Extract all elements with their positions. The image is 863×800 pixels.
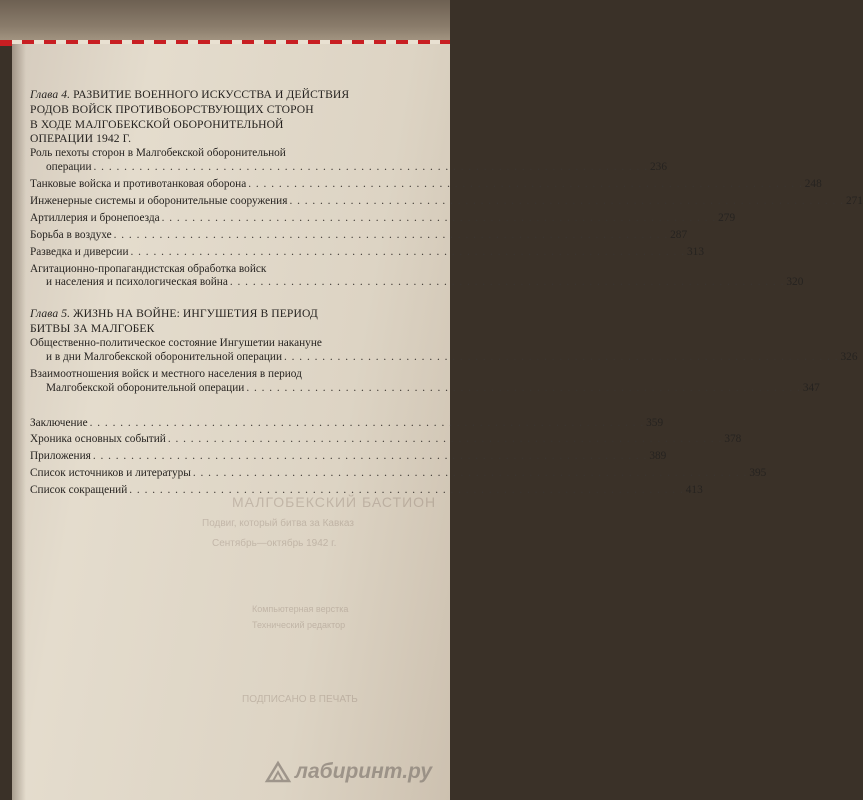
chapter-title-line: РОДОВ ВОЙСК ПРОТИВОБОРСТВУЮЩИХ СТОРОН bbox=[30, 102, 314, 116]
toc-entry bbox=[30, 416, 664, 431]
toc-entry-title: Артиллерия и бронепоезда bbox=[30, 211, 160, 224]
toc-entry-title: Заключение bbox=[30, 416, 88, 429]
dot-leader: . . . . . . . . . . . . . . . . . . . . . . . . . . . . . . . . . . . . . . . . . . . . . . . . . . . . . . . . . . . . . . . . . . . . . . . . . bbox=[246, 381, 801, 394]
chapter-heading bbox=[30, 88, 440, 147]
toc-entry-title-cont: Малгобекской оборонительной операции bbox=[46, 381, 245, 394]
show-through-text: МАЛГОБЕКСКИЙ БАСТИОН bbox=[232, 494, 437, 510]
dot-leader: . . . . . . . . . . . . . . . . . . . . . . . . . . . . . . . . . . . . . . . . . . . . . . . . . . . . . . . . . . . . . . . . . . . . . . . . . bbox=[289, 194, 844, 207]
show-through-text: ПОДПИСАНО В ПЕЧАТЬ bbox=[242, 694, 358, 705]
chapter-title-line: В ХОДЕ МАЛГОБЕКСКОЙ ОБОРОНИТЕЛЬНОЙ bbox=[30, 117, 284, 131]
page-number: 248 bbox=[804, 178, 822, 190]
labirint-watermark bbox=[265, 760, 432, 784]
show-through-text: Подвиг, который битва за Кавказ bbox=[202, 518, 354, 529]
toc-entry-continuation bbox=[30, 161, 667, 175]
toc-entry-title: Борьба в воздухе bbox=[30, 228, 112, 241]
toc-entry bbox=[30, 178, 822, 192]
toc-entry bbox=[30, 245, 704, 260]
page-number: 389 bbox=[649, 450, 667, 463]
toc-entry bbox=[30, 147, 667, 175]
page-number: 320 bbox=[786, 276, 804, 289]
toc-entry-continuation bbox=[30, 350, 858, 365]
toc-entry-title: Общественно-политическое состояние Ингушетии накануне bbox=[30, 336, 322, 349]
chapter-label: Глава 5. bbox=[30, 307, 71, 321]
dot-leader: . . . . . . . . . . . . . . . . . . . . . . . . . . . . . . . . . . . . . . . . . . . . . . . . . . . . . . . . . . . . . . . . . . . . . . . . . bbox=[248, 178, 803, 190]
toc-entry-title-cont: и населения и психологическая война bbox=[46, 276, 228, 289]
toc-entry-title: Разведка и диверсии bbox=[30, 245, 129, 258]
toc-entry-title: Агитационно-пропагандистская обработка войск bbox=[30, 262, 267, 275]
page-number: 347 bbox=[802, 381, 820, 394]
page-number: 378 bbox=[724, 433, 742, 446]
chapter-title-line: БИТВЫ ЗА МАЛГОБЕК bbox=[30, 322, 155, 336]
page-number: 287 bbox=[670, 228, 688, 241]
dot-leader: . . . . . . . . . . . . . . . . . . . . . . . . . . . . . . . . . . . . . . . . . . . . . . . . . . . . . . . . . . . . . . . . . . . . . . . . . bbox=[113, 228, 669, 241]
toc-entry-title: Приложения bbox=[30, 450, 91, 463]
toc-entry bbox=[30, 367, 820, 396]
chapter-heading bbox=[30, 307, 440, 337]
toc-entry bbox=[30, 194, 863, 209]
toc-entry bbox=[30, 262, 804, 291]
dot-leader: . . . . . . . . . . . . . . . . . . . . . . . . . . . . . . . . . . . . . . . . . . . . . . . . . . . . . . . . . . . . . . . . . . . . . . . . . bbox=[129, 484, 684, 497]
page-number: 395 bbox=[749, 467, 767, 480]
dot-leader: . . . . . . . . . . . . . . . . . . . . . . . . . . . . . . . . . . . . . . . . . . . . . . . . . . . . . . . . . . . . . . . . . . . . . . . . . bbox=[229, 276, 785, 289]
book-binding bbox=[0, 0, 450, 44]
toc-entry bbox=[30, 211, 736, 226]
toc-entry-continuation bbox=[30, 276, 804, 290]
dot-leader: . . . . . . . . . . . . . . . . . . . . . . . . . . . . . . . . . . . . . . . . . . . . . . . . . . . . . . . . . . . . . . . . . . . . . . . . . bbox=[89, 416, 645, 429]
dot-leader: . . . . . . . . . . . . . . . . . . . . . . . . . . . . . . . . . . . . . . . . . . . . . . . . . . . . . . . . . . . . . . . . . . . . . . . . . bbox=[167, 433, 723, 446]
dot-leader: . . . . . . . . . . . . . . . . . . . . . . . . . . . . . . . . . . . . . . . . . . . . . . . . . . . . . . . . . . . . . . . . . . . . . . . . . bbox=[92, 450, 648, 463]
toc-entry-title-cont: операции bbox=[46, 161, 92, 174]
toc-entry bbox=[30, 484, 703, 498]
page-number: 326 bbox=[840, 350, 858, 363]
show-through-text: Компьютерная верстка bbox=[252, 604, 349, 614]
page-number: 236 bbox=[650, 161, 667, 174]
toc-entry-title: Инженерные системы и оборонительные сооружения bbox=[30, 194, 288, 207]
show-through-text: Технический редактор bbox=[252, 620, 346, 630]
dot-leader: . . . . . . . . . . . . . . . . . . . . . . . . . . . . . . . . . . . . . . . . . . . . . . . . . . . . . . . . . . . . . . . . . . . . . . . . . bbox=[93, 161, 649, 174]
dot-leader: . . . . . . . . . . . . . . . . . . . . . . . . . . . . . . . . . . . . . . . . . . . . . . . . . . . . . . . . . . . . . . . . . . . . . . . . . bbox=[161, 211, 717, 224]
labyrinth-logo-icon bbox=[265, 761, 291, 783]
toc-entry-title: Роль пехоты сторон в Малгобекской оборонительной bbox=[30, 147, 286, 160]
toc-entry-title: Список источников и литературы bbox=[30, 467, 191, 480]
toc-entry bbox=[30, 433, 742, 447]
toc-entry bbox=[30, 467, 767, 481]
chapter-title-line: ОПЕРАЦИИ 1942 Г. bbox=[30, 132, 132, 146]
dot-leader: . . . . . . . . . . . . . . . . . . . . . . . . . . . . . . . . . . . . . . . . . . . . . . . . . . . . . . . . . . . . . . . . . . . . . . . . . bbox=[284, 350, 839, 363]
toc-entry bbox=[30, 450, 667, 464]
chapter-label: Глава 4. bbox=[30, 88, 71, 101]
entry-gap bbox=[30, 498, 440, 501]
toc-entry-title: Танковые войска и противотанковая оборона bbox=[30, 178, 247, 190]
page-number: 359 bbox=[646, 416, 664, 429]
chapter-title-line: ЖИЗНЬ НА ВОЙНЕ: ИНГУШЕТИЯ В ПЕРИОД bbox=[73, 307, 318, 321]
toc-entry-title: Список сокращений bbox=[30, 484, 128, 497]
toc-entry-title-cont: и в дни Малгобекской оборонительной операции bbox=[46, 350, 282, 363]
toc-entry-continuation bbox=[30, 381, 820, 396]
page-number: 271 bbox=[845, 194, 863, 207]
toc-entry bbox=[30, 228, 688, 243]
toc-entry-title: Взаимоотношения войск и местного населения в период bbox=[30, 367, 302, 380]
toc-entry bbox=[30, 336, 858, 365]
page-number: 279 bbox=[718, 211, 736, 224]
toc-entry-title: Хроника основных событий bbox=[30, 433, 166, 446]
chapter-5-section bbox=[30, 307, 858, 398]
dot-leader: . . . . . . . . . . . . . . . . . . . . . . . . . . . . . . . . . . . . . . . . . . . . . . . . . . . . . . . . . . . . . . . . . . . . . . . . . bbox=[130, 245, 686, 258]
watermark-text: лабиринт.ру bbox=[294, 760, 432, 783]
page-number: 413 bbox=[685, 484, 703, 497]
dot-leader: . . . . . . . . . . . . . . . . . . . . . . . . . . . . . . . . . . . . . . . . . . . . . . . . . . . . . . . . . . . . . . . . . . . . . . . . . bbox=[192, 467, 748, 480]
table-of-contents bbox=[30, 88, 863, 501]
chapter-4-section bbox=[30, 88, 863, 293]
show-through-text: Сентябрь—октябрь 1942 г. bbox=[212, 538, 337, 549]
page-number: 313 bbox=[687, 245, 704, 258]
back-matter-section bbox=[30, 416, 767, 502]
chapter-title-line: РАЗВИТИЕ ВОЕННОГО ИСКУССТВА И ДЕЙСТВИЯ bbox=[73, 88, 350, 101]
